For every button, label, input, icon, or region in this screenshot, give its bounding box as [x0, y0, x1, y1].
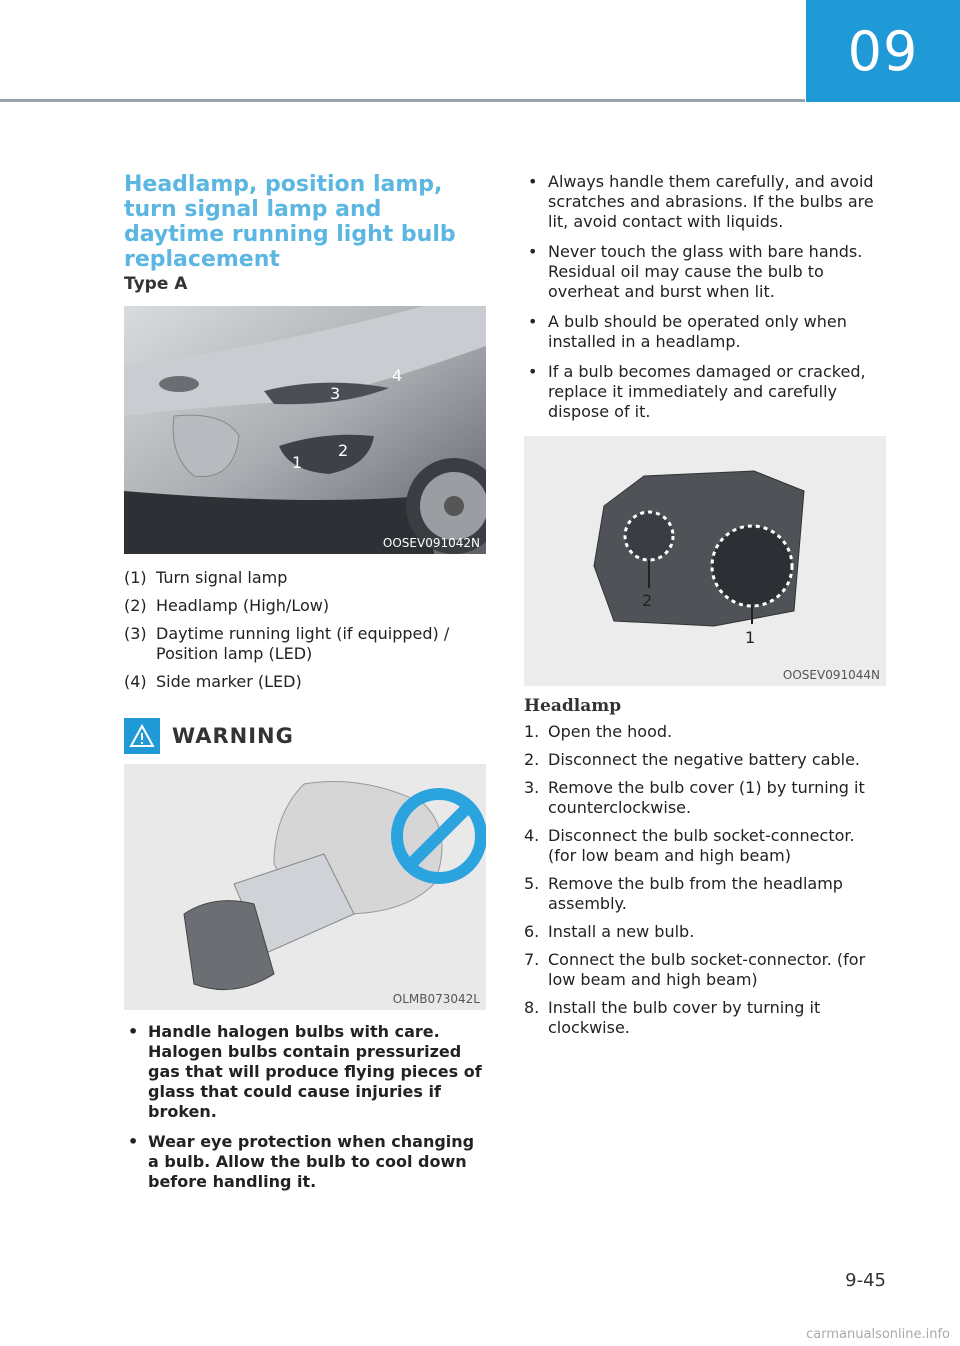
headlamp-assembly-image — [524, 436, 886, 686]
image-code: OOSEV091044N — [782, 668, 880, 682]
right-column — [524, 172, 886, 1046]
warning-header — [124, 718, 488, 754]
list-item: • Handle halogen bulbs with care. Halogen bulbs contain pressurized gas that will produce flying pieces of glass that could cause injuries if broken. — [124, 1022, 488, 1122]
headlamp-heading: Headlamp — [524, 696, 622, 716]
caution-bullets — [524, 172, 886, 422]
image-code: OLMB073042L — [392, 992, 480, 1006]
type-label: Type A — [124, 274, 188, 294]
list-item: 5. Remove the bulb from the headlamp assembly. — [524, 874, 843, 913]
callout-3: 3 — [330, 384, 341, 403]
callout-1: 1 — [292, 453, 303, 472]
warning-icon — [124, 718, 160, 754]
headlamp-assembly-illustration — [524, 436, 886, 686]
warning-label: WARNING — [172, 724, 294, 748]
list-item: • A bulb should be operated only when installed in a headlamp. — [524, 312, 886, 352]
list-item: (1) Turn signal lamp — [124, 568, 288, 587]
list-item: • Never touch the glass with bare hands. Residual oil may cause the bulb to overheat and burst when lit. — [524, 242, 886, 302]
chapter-number: 09 — [847, 19, 919, 83]
list-item: • Wear eye protection when changing a bulb. Allow the bulb to cool down before handling it. — [124, 1132, 488, 1192]
halogen-bulb-illustration — [124, 764, 486, 1010]
section-title: Headlamp, position lamp, turn signal lamp and daytime running light bulb replacement — [124, 172, 456, 272]
list-item: 1. Open the hood. — [524, 722, 673, 741]
list-item: (3) Daytime running light (if equipped) / Position lamp (LED) — [124, 624, 450, 663]
list-item: 3. Remove the bulb cover (1) by turning it counterclockwise. — [524, 778, 865, 817]
callout-1: 1 — [745, 628, 756, 647]
header-rule — [0, 99, 805, 102]
list-item: (4) Side marker (LED) — [124, 672, 302, 691]
car-front-illustration — [124, 306, 486, 554]
list-item: 4. Disconnect the bulb socket-connector. (for low beam and high beam) — [524, 826, 855, 865]
list-item: 7. Connect the bulb socket-connector. (for low beam and high beam) — [524, 950, 866, 989]
list-item: 8. Install the bulb cover by turning it clockwise. — [524, 998, 821, 1037]
halogen-bulb-image — [124, 764, 486, 1010]
page-number: 9-45 — [845, 1270, 886, 1291]
callout-2: 2 — [642, 591, 653, 610]
list-item: • If a bulb becomes damaged or cracked, replace it immediately and carefully dispose of it. — [524, 362, 886, 422]
left-column — [124, 172, 488, 1202]
callout-2: 2 — [338, 441, 349, 460]
car-front-image — [124, 306, 486, 554]
watermark: carmanualsonline.info — [806, 1327, 950, 1342]
warning-bullets — [124, 1022, 488, 1192]
callout-4: 4 — [392, 366, 403, 385]
list-item: • Always handle them carefully, and avoid scratches and abrasions. If the bulbs are lit, avoid contact with liquids. — [524, 172, 886, 232]
list-item: (2) Headlamp (High/Low) — [124, 596, 330, 615]
steps-list — [524, 722, 886, 1038]
chapter-tab — [806, 0, 960, 102]
image-code: OOSEV091042N — [382, 536, 480, 550]
parts-list — [124, 568, 488, 692]
list-item: 6. Install a new bulb. — [524, 922, 695, 941]
list-item: 2. Disconnect the negative battery cable. — [524, 750, 860, 769]
